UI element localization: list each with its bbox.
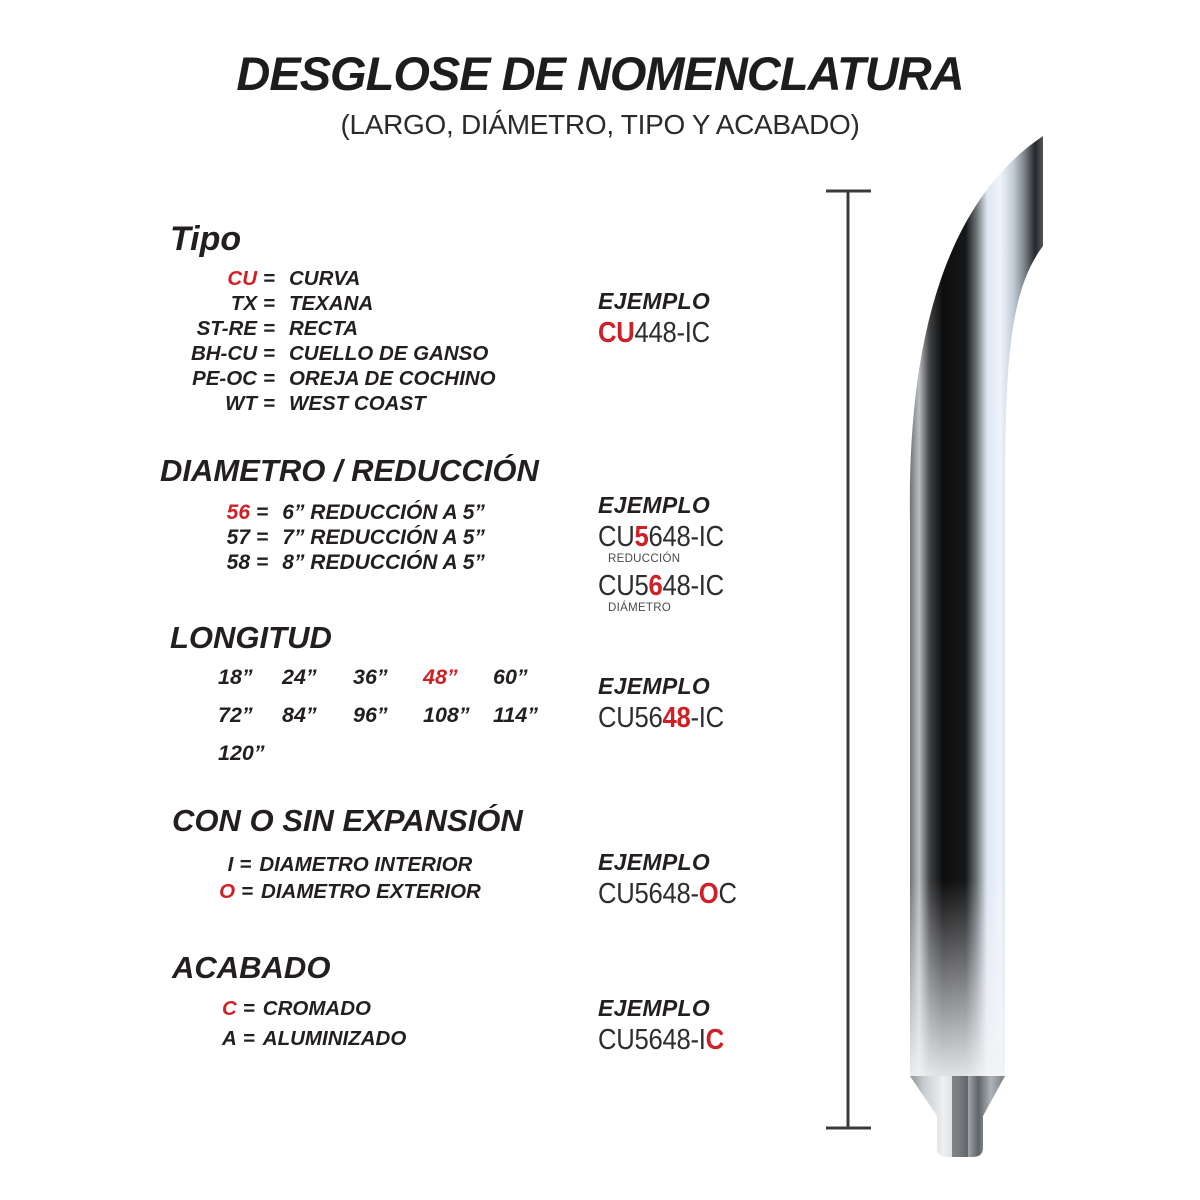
finish-desc: CROMADO [262, 997, 371, 1020]
diameter-code: 58 [226, 551, 250, 574]
equals-sign: = [239, 853, 252, 876]
length-value: 36” [353, 665, 388, 689]
expansion-desc: DIAMETRO EXTERIOR [261, 880, 481, 903]
equals-sign: = [263, 342, 275, 365]
example-tipo [598, 288, 722, 350]
pipe-body [910, 136, 1043, 1076]
longitud-grid [218, 666, 573, 765]
equals-sign: = [242, 1027, 255, 1050]
code-highlight: CU [598, 317, 635, 349]
length-value: 108” [423, 703, 470, 727]
expansion-list [150, 851, 550, 905]
equals-sign: = [263, 292, 275, 315]
type-desc: TEXANA [288, 292, 374, 315]
diametro-list [160, 500, 485, 575]
diametro-item [160, 525, 485, 550]
example-longitud [598, 673, 738, 735]
tipo-item [170, 341, 496, 366]
page-title: DESGLOSE DE NOMENCLATURA [236, 47, 964, 100]
acabado-list [222, 994, 406, 1054]
tipo-item [170, 366, 496, 391]
diameter-desc: 7” REDUCCIÓN A 5” [282, 526, 485, 549]
example-code [598, 570, 724, 603]
header [0, 0, 1200, 141]
diametro-item [160, 500, 485, 525]
type-code: CU [227, 267, 257, 290]
example-code [598, 521, 724, 554]
equals-sign: = [241, 880, 254, 903]
code-prefix: CU [598, 521, 635, 553]
acabado-item [222, 1024, 406, 1054]
diametro-heading: DIAMETRO / REDUCCIÓN [160, 453, 539, 488]
type-desc: RECTA [288, 317, 359, 340]
code-highlight: 5 [634, 521, 649, 553]
example-diametro [598, 492, 738, 618]
type-code: PE-OC [192, 367, 257, 390]
example-code [598, 702, 724, 735]
tipo-item [170, 316, 496, 341]
expansion-item [150, 851, 550, 878]
length-value: 24” [282, 665, 317, 689]
example-acabado [598, 995, 738, 1057]
diameter-code: 56 [226, 501, 250, 524]
equals-sign: = [242, 997, 255, 1020]
type-desc: OREJA DE COCHINO [288, 367, 496, 390]
code-prefix: CU5 [598, 570, 649, 602]
example-annotation: DIÁMETRO [608, 602, 672, 614]
length-measurement-line [826, 191, 871, 1128]
expansion-desc: DIAMETRO INTERIOR [259, 853, 473, 876]
code-highlight: 48 [662, 702, 691, 734]
example-label: EJEMPLO [598, 673, 711, 699]
example-code [598, 317, 710, 350]
length-value: 120” [218, 741, 265, 765]
length-value-highlighted: 48” [423, 665, 458, 689]
diametro-item [160, 550, 485, 575]
type-desc: WEST COAST [288, 392, 426, 415]
equals-sign: = [263, 267, 275, 290]
finish-code: A [222, 1027, 237, 1050]
example-label: EJEMPLO [598, 492, 711, 518]
code-suffix: 648-IC [648, 521, 724, 553]
example-label: EJEMPLO [598, 849, 711, 875]
type-code: BH-CU [190, 342, 257, 365]
code-suffix: C [718, 878, 737, 910]
code-prefix: CU5648-I [598, 1024, 706, 1056]
expansion-code: O [219, 880, 236, 903]
equals-sign: = [256, 526, 269, 549]
acabado-heading: ACABADO [172, 950, 331, 985]
example-expansion [598, 849, 752, 911]
code-suffix: 48-IC [662, 570, 724, 602]
equals-sign: = [263, 367, 275, 390]
type-desc: CURVA [288, 267, 361, 290]
example-code [598, 878, 737, 911]
tipo-list [170, 266, 496, 416]
length-value: 84” [282, 703, 317, 727]
code-highlight: 6 [648, 570, 663, 602]
example-annotation: REDUCCIÓN [608, 553, 681, 565]
example-code [598, 1024, 724, 1057]
type-code: WT [225, 392, 257, 415]
diameter-desc: 6” REDUCCIÓN A 5” [282, 501, 485, 524]
page-subtitle: (LARGO, DIÁMETRO, TIPO Y ACABADO) [340, 109, 860, 140]
equals-sign: = [256, 501, 269, 524]
tipo-item [170, 391, 496, 416]
expansion-item [150, 878, 550, 905]
equals-sign: = [263, 392, 275, 415]
pipe-reduction-neck [910, 1076, 1005, 1157]
code-suffix: -IC [690, 702, 724, 734]
code-highlight: O [698, 878, 719, 910]
tipo-heading: Tipo [170, 220, 242, 258]
finish-code: C [222, 997, 237, 1020]
length-value: 60” [493, 665, 528, 689]
length-value: 114” [493, 703, 539, 727]
acabado-item [222, 994, 406, 1024]
length-value: 72” [218, 703, 253, 727]
length-value: 18” [218, 665, 253, 689]
code-suffix: 448-IC [634, 317, 710, 349]
tipo-item [170, 291, 496, 316]
example-label: EJEMPLO [598, 995, 711, 1021]
finish-desc: ALUMINIZADO [262, 1027, 407, 1050]
code-prefix: CU5648- [598, 878, 699, 910]
code-highlight: C [705, 1024, 724, 1056]
expansion-heading: CON O SIN EXPANSIÓN [172, 803, 523, 838]
example-label: EJEMPLO [598, 288, 711, 314]
tipo-item [170, 266, 496, 291]
type-code: ST-RE [196, 317, 257, 340]
length-value: 96” [353, 703, 388, 727]
expansion-code: I [227, 853, 234, 876]
type-code: TX [230, 292, 257, 315]
diameter-desc: 8” REDUCCIÓN A 5” [282, 551, 485, 574]
longitud-heading: LONGITUD [170, 620, 332, 655]
type-desc: CUELLO DE GANSO [288, 342, 489, 365]
equals-sign: = [256, 551, 269, 574]
equals-sign: = [263, 317, 275, 340]
code-prefix: CU56 [598, 702, 663, 734]
diameter-code: 57 [226, 526, 250, 549]
